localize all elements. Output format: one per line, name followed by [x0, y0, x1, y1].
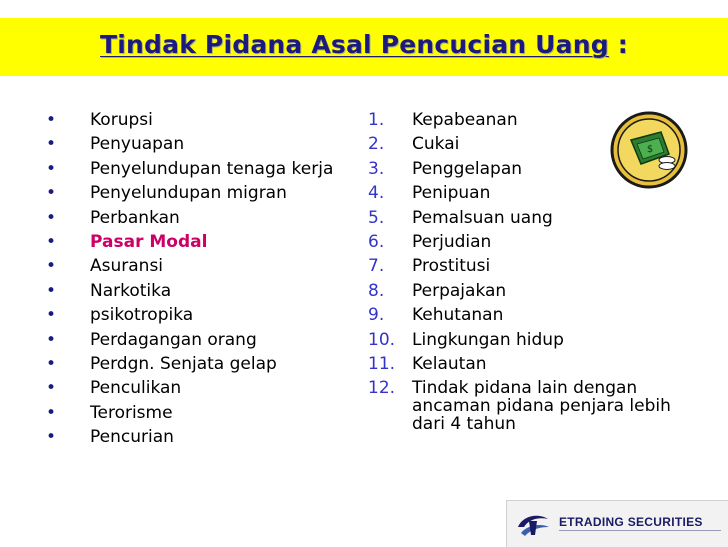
- list-item: [44, 206, 364, 230]
- numbered-item-label: Penipuan: [412, 183, 491, 204]
- bullet-icon: •: [46, 256, 57, 277]
- numbered-item: [368, 230, 698, 254]
- logo-text: ETRADING SECURITIES: [559, 515, 703, 529]
- item-number: 4.: [368, 183, 385, 204]
- list-item: [44, 328, 364, 352]
- logo-underline: [559, 530, 721, 531]
- numbered-item: [368, 352, 698, 376]
- list-item: [44, 303, 364, 327]
- numbered-item-label: Kepabeanan: [412, 110, 518, 130]
- numbered-item-label: Prostitusi: [412, 256, 491, 277]
- numbered-item-label: Perjudian: [412, 232, 492, 253]
- money-emblem-icon: [609, 110, 689, 190]
- list-item: [44, 425, 364, 449]
- list-item-label: Terorisme: [90, 402, 173, 423]
- item-number: 8.: [368, 280, 385, 301]
- numbered-item: [368, 279, 698, 303]
- item-number: 3.: [368, 158, 385, 179]
- list-item-label: Penyuapan: [90, 134, 185, 155]
- list-item-label: Penyelundupan tenaga kerja: [90, 158, 334, 179]
- item-number: 11.: [368, 354, 396, 375]
- list-item-label: Pencurian: [90, 427, 174, 448]
- numbered-item: [368, 303, 698, 327]
- list-item-label: Pasar Modal: [90, 232, 208, 253]
- numbered-item: [368, 254, 698, 278]
- bullet-icon: •: [46, 183, 57, 204]
- numbered-item-label: Perpajakan: [412, 280, 507, 301]
- list-item-label: Narkotika: [90, 280, 172, 301]
- bullet-icon: •: [46, 158, 57, 179]
- list-item: [44, 132, 364, 156]
- bullet-icon: •: [46, 280, 57, 301]
- list-item-label: Perdagangan orang: [90, 329, 257, 350]
- list-item: [44, 108, 364, 132]
- list-item-label: psikotropika: [90, 305, 194, 326]
- bullet-icon: •: [46, 402, 57, 423]
- list-item: [44, 254, 364, 278]
- list-item-label: Penculikan: [90, 378, 182, 399]
- bullet-icon: •: [46, 232, 57, 253]
- item-number: 10.: [368, 329, 396, 350]
- list-item-label: Korupsi: [90, 110, 153, 130]
- list-item-label: Asuransi: [90, 256, 164, 277]
- numbered-item-label: Tindak pidana lain dengan ancaman pidana penjara lebih dari 4 tahun: [412, 378, 671, 435]
- item-number: 1.: [368, 110, 385, 130]
- list-item-label: Perbankan: [90, 207, 180, 228]
- bullet-icon: •: [46, 110, 57, 130]
- numbered-item: [368, 328, 698, 352]
- slide-title-suffix: :: [608, 30, 628, 59]
- numbered-item-label: Lingkungan hidup: [412, 329, 564, 350]
- bullet-icon: •: [46, 354, 57, 375]
- numbered-item: [368, 376, 698, 433]
- item-number: 2.: [368, 134, 385, 155]
- item-number: 7.: [368, 256, 385, 277]
- list-item: [44, 376, 364, 400]
- bullet-icon: •: [46, 305, 57, 326]
- numbered-item-label: Cukai: [412, 134, 460, 155]
- item-number: 5.: [368, 207, 385, 228]
- list-item: [44, 157, 364, 181]
- numbered-item-label: Penggelapan: [412, 158, 523, 179]
- item-number: 12.: [368, 378, 396, 399]
- numbered-item: [368, 206, 698, 230]
- item-number: 6.: [368, 232, 385, 253]
- bullet-list: [44, 108, 364, 450]
- bullet-icon: •: [46, 329, 57, 350]
- bullet-icon: •: [46, 207, 57, 228]
- slide-title-main: Tindak Pidana Asal Pencucian Uang: [100, 30, 609, 59]
- slide-title: [0, 30, 728, 59]
- list-item: [44, 401, 364, 425]
- bullet-icon: •: [46, 134, 57, 155]
- list-item: [44, 230, 364, 254]
- list-item-label: Perdgn. Senjata gelap: [90, 354, 277, 375]
- svg-text:$: $: [646, 144, 654, 155]
- company-logo: [506, 500, 728, 547]
- bullet-icon: •: [46, 378, 57, 399]
- list-item-label: Penyelundupan migran: [90, 183, 287, 204]
- list-item: [44, 352, 364, 376]
- numbered-item-label: Pemalsuan uang: [412, 207, 553, 228]
- list-item: [44, 181, 364, 205]
- numbered-item-label: Kehutanan: [412, 305, 504, 326]
- etrading-swoosh-icon: [515, 509, 551, 541]
- list-item: [44, 279, 364, 303]
- bullet-icon: •: [46, 427, 57, 448]
- numbered-item-label: Kelautan: [412, 354, 487, 375]
- item-number: 9.: [368, 305, 385, 326]
